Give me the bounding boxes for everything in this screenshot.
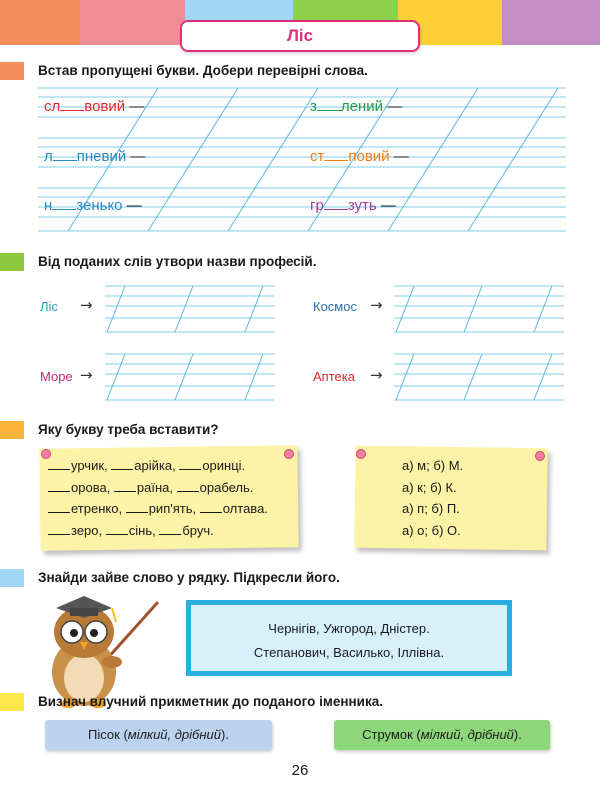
odd-word-line-1: Чернігів, Ужгород, Дністер. [268,621,430,636]
note-row-3: етренко, рип'ять, олтава. [48,501,268,516]
pin-icon [535,451,545,461]
banner-noun-1: Пісок [88,727,120,742]
profession-lines-4 [394,350,564,406]
profession-lines-1 [105,282,275,338]
header-strip-2 [80,0,185,45]
option-row-3: а) п; б) П. [402,501,460,516]
arrow-icon: → [370,366,383,384]
option-row-1: а) м; б) М. [402,458,464,473]
word-3: л пневий — [44,148,146,165]
arrow-icon: → [80,296,93,314]
task1-marker [0,62,24,80]
header-strip-6 [502,0,600,45]
banner-options-1: мілкий, дрібний [127,727,221,742]
adjective-banner-2: Струмок (мілкий, дрібний). [334,720,550,750]
pin-icon [356,449,366,459]
profession-label-apteka: Аптека [313,369,355,384]
task5-instruction: Визнач влучний прикметник до поданого іменника. [38,694,383,709]
banner-options-2: мілкий, дрібний [420,727,514,742]
option-row-2: а) к; б) К. [402,480,457,495]
task2-marker [0,253,24,271]
arrow-icon: → [80,366,93,384]
page-title-box [180,20,420,52]
profession-label-more: Море [40,369,73,384]
task4-instruction: Знайди зайве слово у рядку. Підкресли його. [38,570,340,585]
word-4: ст повий — [310,148,409,165]
profession-label-lis: Ліс [40,299,58,314]
banner-noun-2: Струмок [362,727,413,742]
profession-label-kosmos: Космос [313,299,357,314]
owl-teacher-illustration [36,590,161,710]
word-6: гр зуть — [310,197,396,214]
note-row-2: орова, раїна, орабель. [48,480,253,495]
pin-icon [284,449,294,459]
note-row-4: зеро, сінь, бруч. [48,523,214,538]
word-2: з лений — [310,98,403,115]
page-number: 26 [291,762,309,779]
task4-marker [0,569,24,587]
task5-marker [0,693,24,711]
task3-marker [0,421,24,439]
profession-lines-2 [394,282,564,338]
header-strip-1 [0,0,80,45]
task3-instruction: Яку букву треба вставити? [38,422,219,437]
arrow-icon: → [370,296,383,314]
word-5: н зенько — [44,197,142,214]
note-row-1: урчик, арійка, оринці. [48,458,245,473]
task1-instruction: Встав пропущені букви. Добери перевірні слова. [38,63,368,78]
odd-word-line-2: Степанович, Василько, Іллівна. [253,645,445,660]
task2-instruction: Від поданих слів утвори назви професій. [38,254,317,269]
odd-word-frame [186,600,512,676]
adjective-banner-1: Пісок (мілкий, дрібний). [45,720,272,750]
word-1: сл вовий — [44,98,145,115]
page-title: Ліс [286,26,314,45]
option-row-4: а) о; б) О. [402,523,461,538]
profession-lines-3 [105,350,275,406]
